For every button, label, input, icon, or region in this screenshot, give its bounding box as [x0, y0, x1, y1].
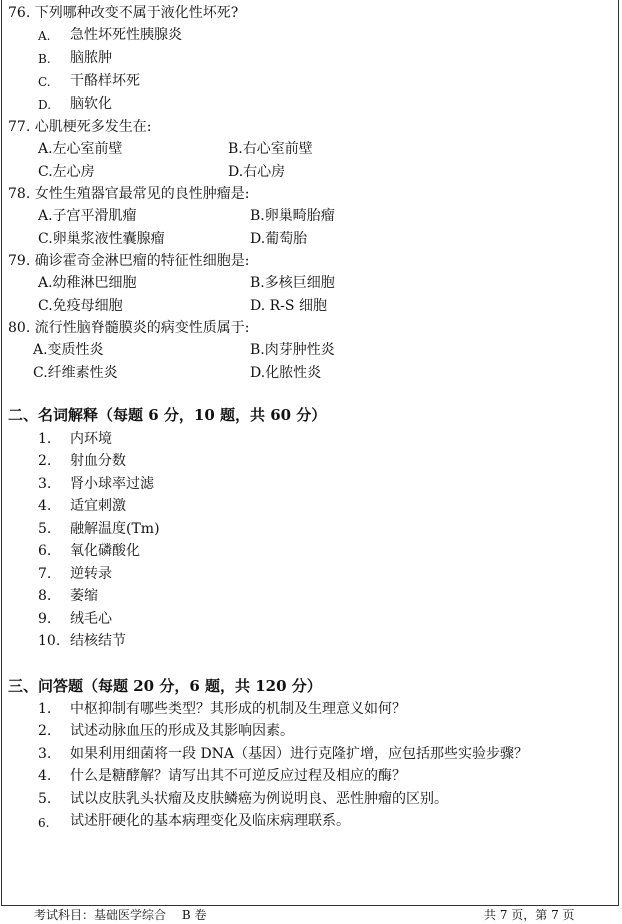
option-77-c: C.左心房: [38, 164, 95, 180]
essay-question: 什么是糖酵解？请写出其不可逆反应过程及相应的酶？: [70, 768, 406, 784]
term-item: 结核结节: [70, 633, 126, 649]
question-77-stem: 77. 心肌梗死多发生在:: [8, 119, 152, 135]
essay-num: 2.: [38, 723, 52, 739]
footer-subject: 考试科目：基础医学综合 B 卷: [34, 908, 207, 922]
essay-question: 试述肝硬化的基本病理变化及临床病理联系。: [70, 813, 350, 829]
essay-question: 如果利用细菌将一段 DNA（基因）进行克隆扩增，应包括那些实验步骤？: [70, 746, 529, 762]
option-78-d: D.葡萄胎: [250, 231, 308, 247]
term-num: 10.: [38, 633, 61, 649]
option-80-a: A.变质性炎: [33, 342, 104, 358]
question-76-stem: 76. 下列哪种改变不属于液化性坏死?: [8, 5, 239, 21]
question-79-stem: 79. 确诊霍奇金淋巴瘤的特征性细胞是:: [8, 253, 250, 269]
question-78-stem: 78. 女性生殖器官最常见的良性肿瘤是:: [8, 186, 250, 202]
term-item: 逆转录: [70, 566, 112, 582]
term-item: 肾小球率过滤: [70, 476, 154, 492]
option-77-b: B.右心室前壁: [228, 141, 313, 157]
essay-question: 中枢抑制有哪些类型？其形成的机制及生理意义如何？: [70, 701, 406, 717]
option-76-a: 急性坏死性胰腺炎: [70, 27, 182, 43]
essay-question: 试述动脉血压的形成及其影响因素。: [70, 723, 294, 739]
option-76-c: 干酪样坏死: [70, 73, 140, 89]
option-79-b: B.多核巨细胞: [250, 275, 335, 291]
option-79-c: C.免疫母细胞: [38, 298, 123, 314]
section-2-title: 二、名词解释（每题 6 分，10 题，共 60 分）: [8, 406, 327, 424]
option-76-d: 脑软化: [70, 96, 112, 112]
question-80-stem: 80. 流行性脑脊髓膜炎的病变性质属于:: [8, 320, 250, 336]
option-77-d: D.右心房: [228, 164, 286, 180]
term-num: 2.: [38, 453, 52, 469]
option-80-d: D.化脓性炎: [250, 365, 322, 381]
term-item: 融解温度(Tm): [70, 521, 160, 537]
section-3-title: 三、问答题（每题 20 分，6 题，共 120 分）: [8, 677, 322, 695]
option-78-a: A.子宫平滑肌瘤: [38, 208, 137, 224]
option-79-d: D. R-S 细胞: [250, 298, 327, 314]
term-num: 7.: [38, 566, 52, 582]
essay-num: 5.: [38, 791, 52, 807]
term-item: 射血分数: [70, 453, 126, 469]
option-76-c-letter: C.: [38, 75, 51, 89]
option-76-b: 脑脓肿: [70, 50, 112, 66]
essay-num: 6.: [38, 816, 50, 830]
term-item: 绒毛心: [70, 611, 112, 627]
option-78-b: B.卵巢畸胎瘤: [250, 208, 335, 224]
option-76-d-letter: D.: [38, 98, 52, 112]
term-num: 5.: [38, 521, 52, 537]
option-76-b-letter: B.: [38, 52, 51, 66]
term-item: 适宜刺激: [70, 498, 126, 514]
option-78-c: C.卵巢浆液性囊腺瘤: [38, 231, 165, 247]
option-80-b: B.肉芽肿性炎: [250, 342, 335, 358]
term-num: 1.: [38, 431, 52, 447]
essay-num: 4.: [38, 768, 52, 784]
option-77-a: A.左心室前壁: [38, 141, 123, 157]
term-item: 萎缩: [70, 588, 98, 604]
term-item: 内环境: [70, 431, 112, 447]
essay-question: 试以皮肤乳头状瘤及皮肤鳞癌为例说明良、恶性肿瘤的区别。: [70, 791, 448, 807]
essay-num: 3.: [38, 746, 52, 762]
term-num: 6.: [38, 543, 52, 559]
option-76-a-letter: A.: [38, 29, 51, 43]
footer-page-number: 共 7 页，第 7 页: [484, 908, 575, 922]
option-80-c: C.纤维素性炎: [33, 365, 118, 381]
term-num: 9.: [38, 611, 52, 627]
essay-num: 1.: [38, 701, 52, 717]
term-item: 氧化磷酸化: [70, 543, 140, 559]
term-num: 8.: [38, 588, 52, 604]
option-79-a: A.幼稚淋巴细胞: [38, 275, 137, 291]
term-num: 4.: [38, 498, 52, 514]
term-num: 3.: [38, 476, 52, 492]
